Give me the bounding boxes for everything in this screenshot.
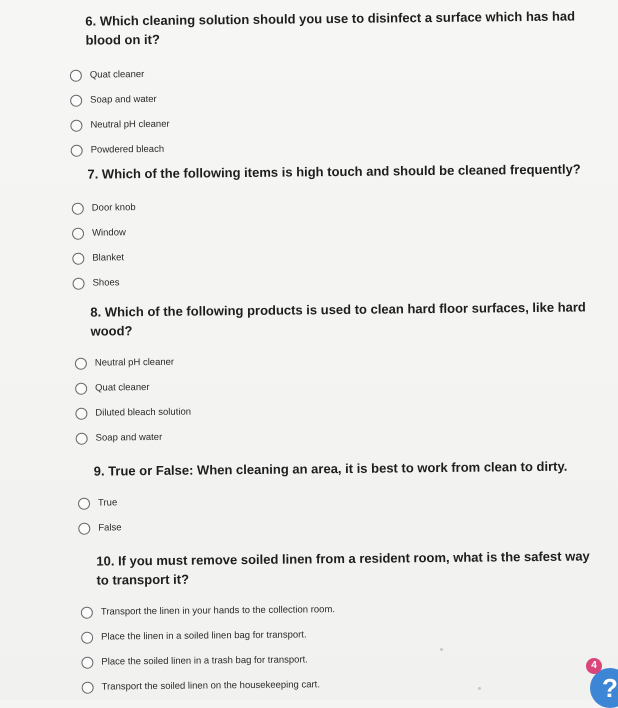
radio-button[interactable] [75,407,87,419]
option-label: Door knob [91,202,136,214]
question-9-options [94,485,594,540]
radio-button[interactable] [81,606,93,618]
option-label: Diluted bleach solution [95,406,192,419]
option-label: Place the linen in a soiled linen bag for transport. [101,629,307,643]
option-label: Neutral pH cleaner [90,118,170,131]
question-6 [85,6,587,162]
radio-button[interactable] [78,522,90,534]
option-false[interactable] [78,510,594,540]
option-label: Soap and water [90,93,157,106]
option-label: Quat cleaner [89,69,145,81]
question-10 [96,546,598,699]
option-label: Place the soiled linen in a trash bag for transport. [101,654,308,668]
option-label: Blanket [92,252,125,264]
radio-button[interactable] [81,631,93,643]
option-label: Neutral pH cleaner [94,356,175,369]
help-button[interactable] [590,668,618,708]
question-8-title: 8. Which of the following products is used to clean hard floor surfaces, like hard wood? [90,299,586,339]
radio-button[interactable] [75,357,87,369]
question-mark-icon: ? [602,673,618,703]
notification-badge: 4 [586,658,602,674]
radio-button[interactable] [73,277,85,289]
radio-button[interactable] [72,252,84,264]
option-housekeeping-cart[interactable] [82,669,598,699]
radio-button[interactable] [70,119,82,131]
option-label: True [97,497,118,509]
question-8 [90,297,592,450]
question-10-title: 10. If you must remove soiled linen from a resident room, what is the safest way to transport it? [96,548,590,588]
radio-button[interactable] [72,227,84,239]
radio-button[interactable] [71,144,83,156]
question-8-options [91,345,592,450]
option-label: Transport the soiled linen on the housekeeping cart. [101,679,320,693]
question-7-title: 7. Which of the following items is high touch and should be cleaned frequently? [87,161,581,182]
radio-button[interactable] [70,94,82,106]
option-shoes[interactable] [72,265,588,295]
option-label: Quat cleaner [95,382,150,394]
question-6-title: 6. Which cleaning solution should you use to disinfect a surface which has had blood on it? [85,8,576,48]
radio-button[interactable] [78,497,90,509]
radio-button[interactable] [81,656,93,668]
option-powdered-bleach[interactable] [71,132,587,162]
option-label: Transport the linen in your hands to the collection room. [100,604,336,618]
question-7 [87,159,588,295]
question-6-options [86,57,587,162]
question-9 [94,456,595,540]
question-9-title: 9. True or False: When cleaning an area, it is best to work from clean to dirty. [93,458,568,479]
option-soap-and-water[interactable] [76,420,592,450]
option-label: Powdered bleach [90,143,165,156]
screen-speck [478,687,481,690]
option-label: Window [91,227,126,239]
radio-button[interactable] [82,681,94,693]
question-10-options [97,594,598,699]
option-label: Soap and water [95,431,163,444]
radio-button[interactable] [70,69,82,81]
question-7-options [88,190,589,295]
screen-speck [440,648,443,651]
radio-button[interactable] [76,432,88,444]
option-label: False [98,522,122,534]
radio-button[interactable] [75,382,87,394]
radio-button[interactable] [72,202,84,214]
option-label: Shoes [92,277,120,289]
